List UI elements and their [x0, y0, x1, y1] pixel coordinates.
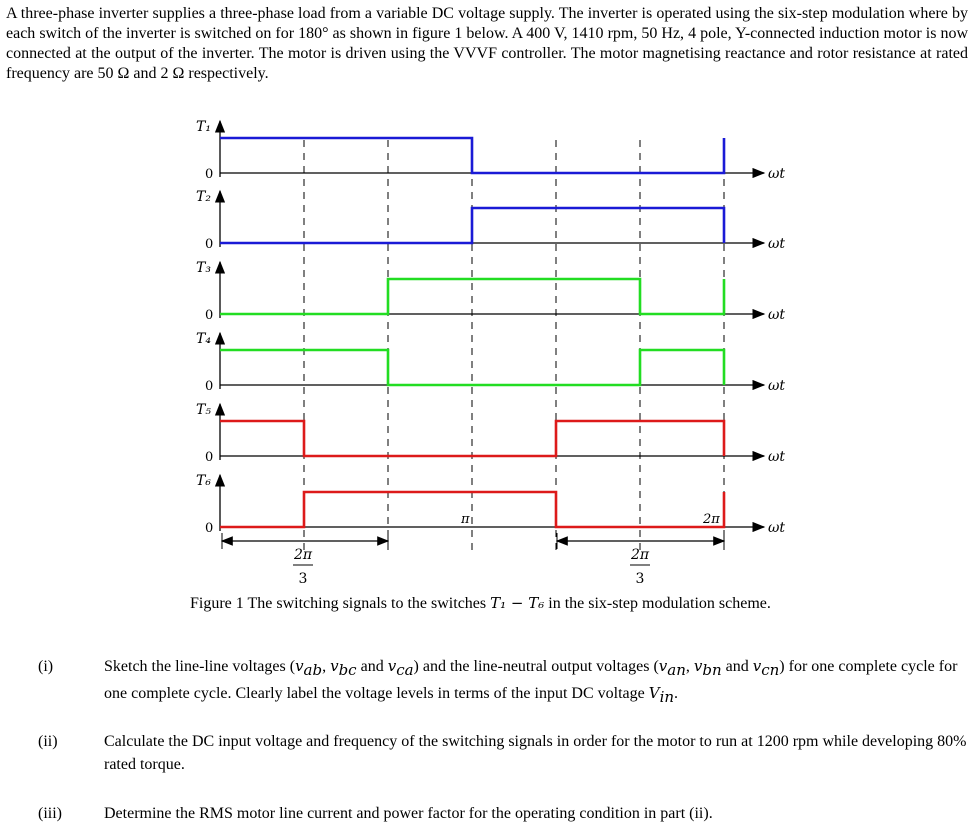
tick-2pi-label: 2π [703, 512, 720, 527]
waveform-T2 [220, 208, 724, 243]
omega-t-label: ωt [768, 307, 786, 323]
question-number: (iii) [38, 805, 62, 822]
signal-name-T5: T₅ [196, 402, 211, 418]
signal-name-T4: T₄ [196, 331, 211, 347]
signal-name-T1: T₁ [196, 119, 211, 135]
problem-intro: A three-phase inverter supplies a three-phase load from a variable DC voltage supply. The inverter is operated using the six-step modulation where by each switch of the inverter is switched on for 180° as shown in figure 1 below. A 400 V, 1410 rpm, 50 Hz, 4 pole, Y-connected induction motor is now connected at the output of the inverter. The motor is driven using the VVVF controller. The motor magnetising reactance and rotor resistance at rated frequency are 50 Ω and 2 Ω respectively. [6, 5, 968, 82]
zero-label: 0 [205, 308, 214, 323]
zero-label: 0 [205, 237, 214, 252]
figure-caption: Figure 1 The switching signals to the switches T₁ − T₆ in the six-step modulation scheme. [190, 594, 771, 612]
zero-label: 0 [205, 379, 214, 394]
dim-right-numerator: 2π [630, 547, 650, 563]
omega-t-label: ωt [768, 449, 786, 465]
question-number: (ii) [38, 733, 58, 750]
omega-t-label: ωt [768, 378, 786, 394]
zero-label: 0 [205, 521, 214, 536]
waveform-T1 [220, 138, 724, 173]
dim-right-denominator: 3 [635, 571, 645, 587]
zero-label: 0 [205, 450, 214, 465]
zero-label: 0 [205, 167, 214, 182]
dim-left-denominator: 3 [298, 571, 308, 587]
signal-axes [220, 121, 764, 531]
question-text: Calculate the DC input voltage and frequency of the switching signals in order for the motor to run at 1200 rpm while developing 80% rated torque. [104, 733, 967, 773]
omega-t-label: ωt [768, 166, 786, 182]
tick-pi-label: π [461, 512, 470, 527]
omega-t-label: ωt [768, 520, 786, 536]
signal-name-T2: T₂ [196, 189, 211, 205]
omega-t-label: ωt [768, 236, 786, 252]
signal-name-T6: T₆ [196, 473, 211, 489]
signal-labels [196, 119, 785, 536]
question-number: (i) [38, 658, 54, 675]
question-text: Determine the RMS motor line current and power factor for the operating condition in part (ii). [104, 805, 713, 822]
signal-name-T3: T₃ [196, 260, 211, 276]
dim-left-numerator: 2π [293, 547, 313, 563]
question-text: Sketch the line-line voltages ($v_{ab}$, $v_{bc}$ and $v_{ca}$) and the line-neutral output voltages ($v_{an}$, $v_{bn}$ and $v_{cn}$) for one complete cycle for one complete cycle. Clearly label the voltage levels in terms of the input DC voltage $V_{in}$. [104, 657, 958, 707]
